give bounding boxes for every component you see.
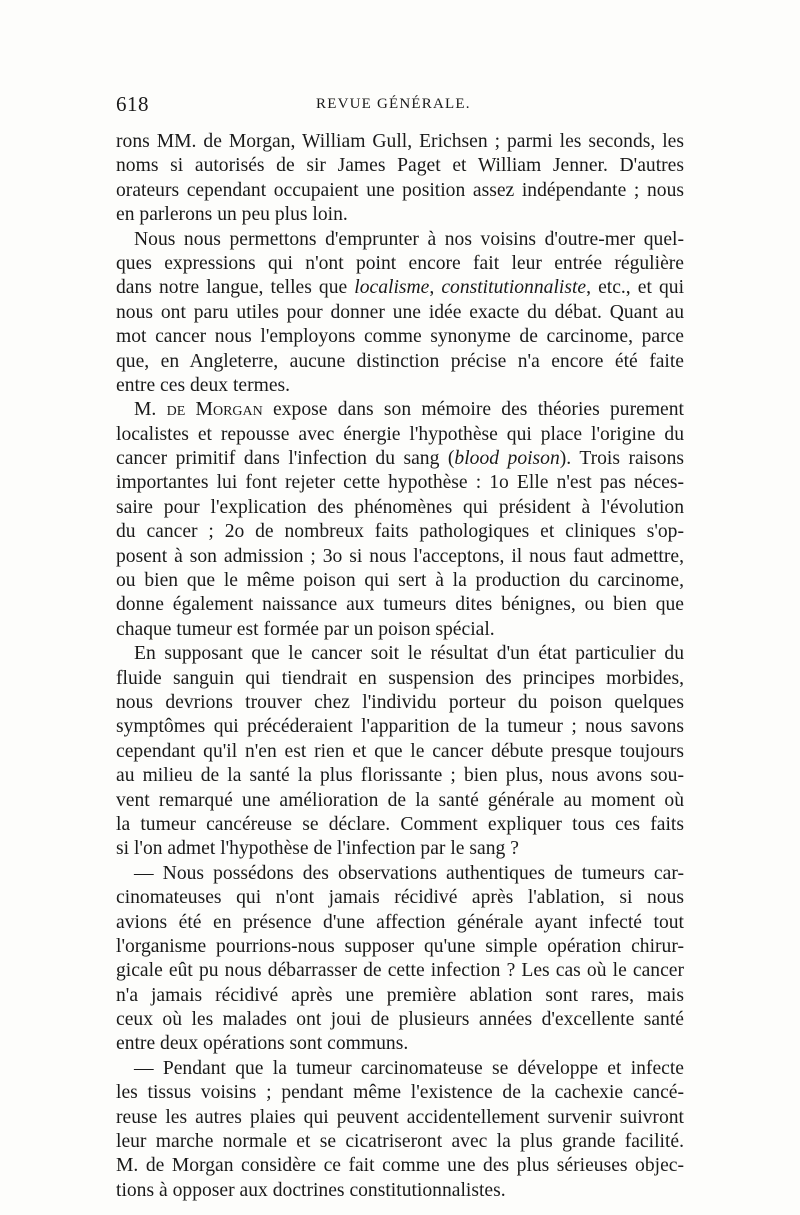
text-run: ). Trois raisons (559, 448, 684, 470)
text-line: — Nous possédons des observations authentiques de tumeurs car- (134, 862, 684, 884)
text-line: au milieu de la santé la plus florissante ; bien plus, nous avons sou- (116, 765, 684, 787)
text-line: du cancer ; 2o de nombreux faits pathologiques et cliniques s'op- (116, 521, 684, 543)
text-run: M. (134, 399, 167, 421)
page-number: 618 (116, 92, 149, 116)
text-line: si l'on admet l'hypothèse de l'infection par le sang ? (116, 838, 519, 860)
text-line: fluide sanguin qui tiendrait en suspension des principes morbides, (116, 667, 684, 689)
text-line: les tissus voisins ; pendant même l'existence de la cachexie cancé- (116, 1082, 684, 1104)
text-run: , etc., et qui (586, 277, 684, 299)
text-line: symptômes qui précéderaient l'apparition de la tumeur ; nous savons (116, 716, 684, 738)
text-run: , (429, 277, 442, 299)
text-run: expose dans son mémoire des théories purement (262, 399, 684, 421)
text-line: avions été en présence d'une affection générale ayant infecté tout (116, 911, 684, 933)
text-line: nous ont paru utiles pour donner une idée exacte du débat. Quant au (116, 301, 684, 323)
text-line (116, 447, 684, 471)
text-line: donne également naissance aux tumeurs dites bénignes, ou bien que (116, 594, 684, 616)
text-line: l'organisme pourrions-nous supposer qu'une simple opération chirur- (116, 935, 684, 957)
text-line: tions à opposer aux doctrines constitutionnalistes. (116, 1179, 506, 1201)
text-line: gicale eût pu nous débarrasser de cette infection ? Les cas où le cancer (116, 960, 684, 982)
author-name: de Morgan (166, 399, 263, 421)
text-line: En supposant que le cancer soit le résultat d'un état particulier du (134, 643, 684, 665)
text-line: leur marche normale et se cicatriseront avec la plus grande facilité. (116, 1131, 684, 1153)
text-line: cinomateuses qui n'ont jamais récidivé après l'ablation, si nous (116, 887, 684, 909)
text-line: la tumeur cancéreuse se déclare. Comment expliquer tous ces faits (116, 813, 684, 835)
text-line: que, en Angleterre, aucune distinction précise n'a encore été faite (116, 350, 684, 372)
text-line: noms si autorisés de sir James Paget et William Jenner. D'autres (116, 155, 684, 177)
text-line: nous devrions trouver chez l'individu porteur du poison quelques (116, 691, 684, 713)
text-line: posent à son admission ; 3o si nous l'acceptons, il nous faut admettre, (116, 545, 684, 567)
text-line: entre deux opérations sont communs. (116, 1033, 409, 1055)
italic-term: localisme (354, 277, 430, 299)
text-line (116, 276, 684, 300)
page-header (116, 92, 684, 122)
text-line: reuse les autres plaies qui peuvent accidentellement survenir suivront (116, 1106, 684, 1128)
text-run: cancer primitif dans l'infection du sang ( (116, 448, 455, 470)
text-line: saire pour l'explication des phénomènes qui président à l'évolution (116, 496, 684, 518)
text-line: ceux où les malades ont joui de plusieurs années d'excellente santé (116, 1009, 684, 1031)
text-line: vent remarqué une amélioration de la santé générale au moment où (116, 789, 684, 811)
text-line: chaque tumeur est formée par un poison spécial. (116, 618, 495, 640)
body-text (116, 130, 684, 1203)
text-line: localistes et repousse avec énergie l'hypothèse qui place l'origine du (116, 423, 684, 445)
text-line: n'a jamais récidivé après une première ablation sont rares, mais (116, 984, 684, 1006)
text-line: Nous nous permettons d'emprunter à nos voisins d'outre-mer quel- (134, 228, 684, 250)
text-line: cependant qu'il n'en est rien et que le cancer débute presque toujours (116, 740, 684, 762)
text-line: ques expressions qui n'ont point encore fait leur entrée régulière (116, 252, 684, 274)
text-line: mot cancer nous l'employons comme synonyme de carcinome, parce (116, 326, 684, 348)
text-line: orateurs cependant occupaient une position assez indépendante ; nous (116, 179, 684, 201)
italic-term: blood poison (454, 448, 560, 470)
text-run: dans notre langue, telles que (116, 277, 355, 299)
text-line (116, 398, 684, 422)
text-line: rons MM. de Morgan, William Gull, Erichsen ; parmi les seconds, les (116, 131, 684, 152)
text-line: M. de Morgan considère ce fait comme une des plus sérieuses objec- (116, 1155, 684, 1177)
text-line: en parlerons un peu plus loin. (116, 204, 348, 226)
running-head: REVUE GÉNÉRALE. (316, 96, 471, 112)
text-line: entre ces deux termes. (116, 374, 291, 396)
text-line: ou bien que le même poison qui sert à la production du carcinome, (116, 570, 684, 592)
text-line: importantes lui font rejeter cette hypothèse : 1o Elle n'est pas néces- (116, 472, 684, 494)
italic-term: constitutionnaliste (441, 277, 587, 299)
text-line: — Pendant que la tumeur carcinomateuse se développe et infecte (134, 1057, 684, 1079)
